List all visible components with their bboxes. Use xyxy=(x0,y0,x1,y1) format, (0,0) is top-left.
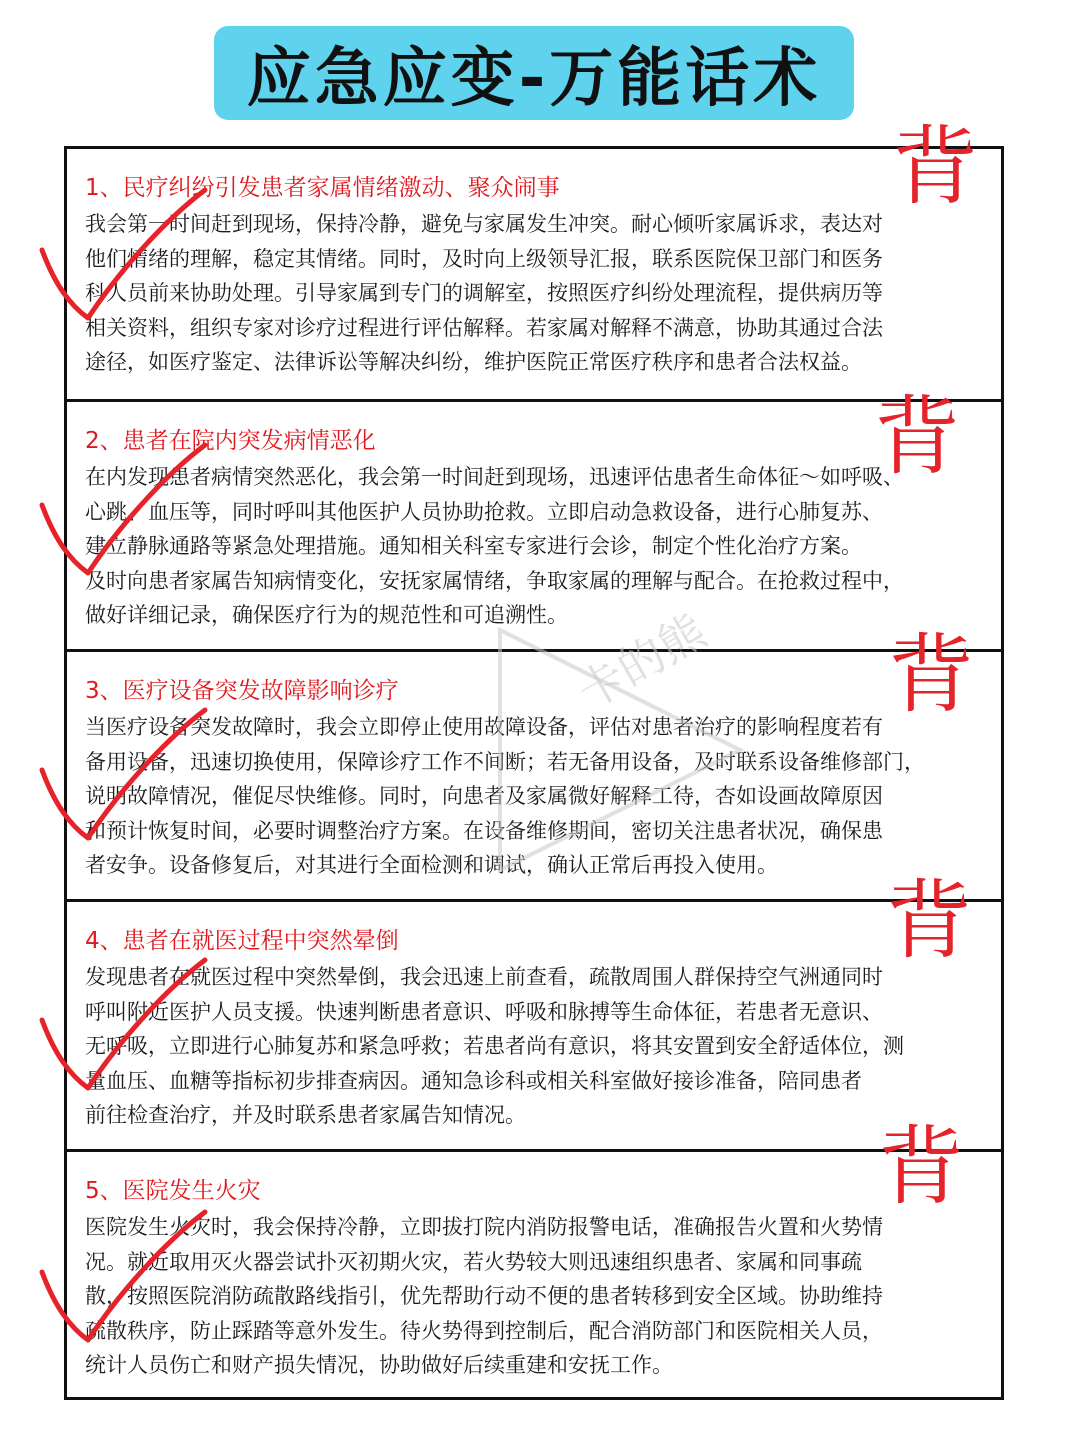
watermark-text: 卡的熊 xyxy=(568,603,716,720)
section-1 xyxy=(67,149,1001,399)
section-2 xyxy=(67,399,1001,649)
note-mark: 背 xyxy=(878,1117,964,1217)
script-table xyxy=(64,146,1004,1400)
note-mark: 背 xyxy=(874,387,960,487)
note-mark: 背 xyxy=(886,871,972,971)
note-mark: 背 xyxy=(892,117,978,217)
body-line: 我会第一时间赶到现场，保持冷静，避免与家属发生冲突。耐心倾听家属诉求，表达对 xyxy=(85,212,883,236)
section-5 xyxy=(67,1149,1001,1399)
section-title: 3、医疗设备突发故障影响诊疗 xyxy=(85,678,399,704)
body-line: 当医疗设备突发故障时，我会立即停止使用故障设备，评估对患者治疗的影响程度若有 xyxy=(85,715,883,739)
section-title: 1、民疗纠纷引发患者家属情绪激动、聚众闹事 xyxy=(85,175,560,201)
body-line: 疏散秩序，防止踩踏等意外发生。待火势得到控制后，配合消防部门和医院相关人员， xyxy=(85,1318,883,1343)
title-banner xyxy=(214,26,854,120)
note-mark: 背 xyxy=(888,625,974,725)
body-line: 科人员前来协助处理。引导家属到专门的调解室，按照医疗纠纷处理流程，提供病历等 xyxy=(85,281,883,306)
section-title: 2、患者在院内突发病情恶化 xyxy=(85,428,376,454)
section-3 xyxy=(67,649,1001,899)
body-line: 相关资料，组织专家对诊疗过程进行评估解释。若家属对解释不满意，协助其通过合法 xyxy=(85,315,883,340)
section-body xyxy=(85,460,981,633)
body-line: 无呼吸，立即进行心肺复苏和紧急呼救；若患者尚有意识，将其安置到安全舒适体位，测 xyxy=(85,1034,904,1059)
section-body xyxy=(85,960,981,1133)
body-line: 心跳、血压等，同时呼叫其他医护人员协助抢救。立即启动急救设备，进行心肺复苏、 xyxy=(85,499,883,524)
page-title: 应急应变-万能话术 xyxy=(246,42,822,116)
body-line: 建立静脉通路等紧急处理措施。通知相关科室专家进行会诊，制定个性化治疗方案。 xyxy=(85,534,862,559)
body-line: 散，按照医院消防疏散路线指引，优先帮助行动不便的患者转移到安全区域。协助维持 xyxy=(85,1284,883,1309)
section-body xyxy=(85,1210,981,1383)
body-line: 和预计恢复时间，必要时调整治疗方案。在设备维修期间，密切关注患者状况，确保患 xyxy=(85,818,883,843)
body-line: 呼叫附近医护人员支援。快速判断患者意识、呼吸和脉搏等生命体征，若患者无意识、 xyxy=(85,999,883,1024)
body-line: 者安争。设备修复后，对其进行全面检测和调试，确认正常后再投入使用。 xyxy=(85,853,778,878)
body-line: 发现患者在就医过程中突然晕倒，我会迅速上前查看，疏散周围人群保持空气洲通同时 xyxy=(85,965,883,989)
body-line: 医院发生火灾时，我会保持冷静，立即拔打院内消防报警电话，准确报告火置和火势情 xyxy=(85,1215,883,1239)
body-line: 前往检查治疗，并及时联系患者家属告知情况。 xyxy=(85,1103,526,1128)
body-line: 况。就近取用灭火器尝试扑灭初期火灾，若火势较大则迅速组织患者、家属和同事疏 xyxy=(85,1249,862,1274)
body-line: 统计人员伤亡和财产损失情况，协助做好后续重建和安抚工作。 xyxy=(85,1353,673,1378)
body-line: 及时向患者家属告知病情变化，安抚家属情绪，争取家属的理解与配合。在抢救过程中， xyxy=(85,568,904,593)
body-line: 他们情绪的理解，稳定其情绪。同时，及时向上级领导汇报，联系医院保卫部门和医务 xyxy=(85,246,883,271)
body-line: 量血压、血糖等指标初步排查病因。通知急诊科或相关科室做好接诊准备，陪同患者 xyxy=(85,1068,862,1093)
section-title: 5、医院发生火灾 xyxy=(85,1178,261,1204)
section-4 xyxy=(67,899,1001,1149)
body-line: 做好详细记录，确保医疗行为的规范性和可追溯性。 xyxy=(85,603,568,628)
section-body xyxy=(85,710,981,883)
section-title: 4、患者在就医过程中突然晕倒 xyxy=(85,928,399,954)
body-line: 在内发现患者病情突然恶化，我会第一时间赶到现场，迅速评估患者生命体征～如呼吸、 xyxy=(85,465,904,489)
body-line: 说明故障情况，催促尽快维修。同时，向患者及家属微好解释工待，杏如设画故障原因 xyxy=(85,784,883,809)
body-line: 途径，如医疗鉴定、法律诉讼等解决纠纷，维护医院正常医疗秩序和患者合法权益。 xyxy=(85,350,862,375)
section-body xyxy=(85,207,981,380)
body-line: 备用设备，迅速切换使用，保障诊疗工作不间断；若无备用设备，及时联系设备维修部门， xyxy=(85,749,925,774)
